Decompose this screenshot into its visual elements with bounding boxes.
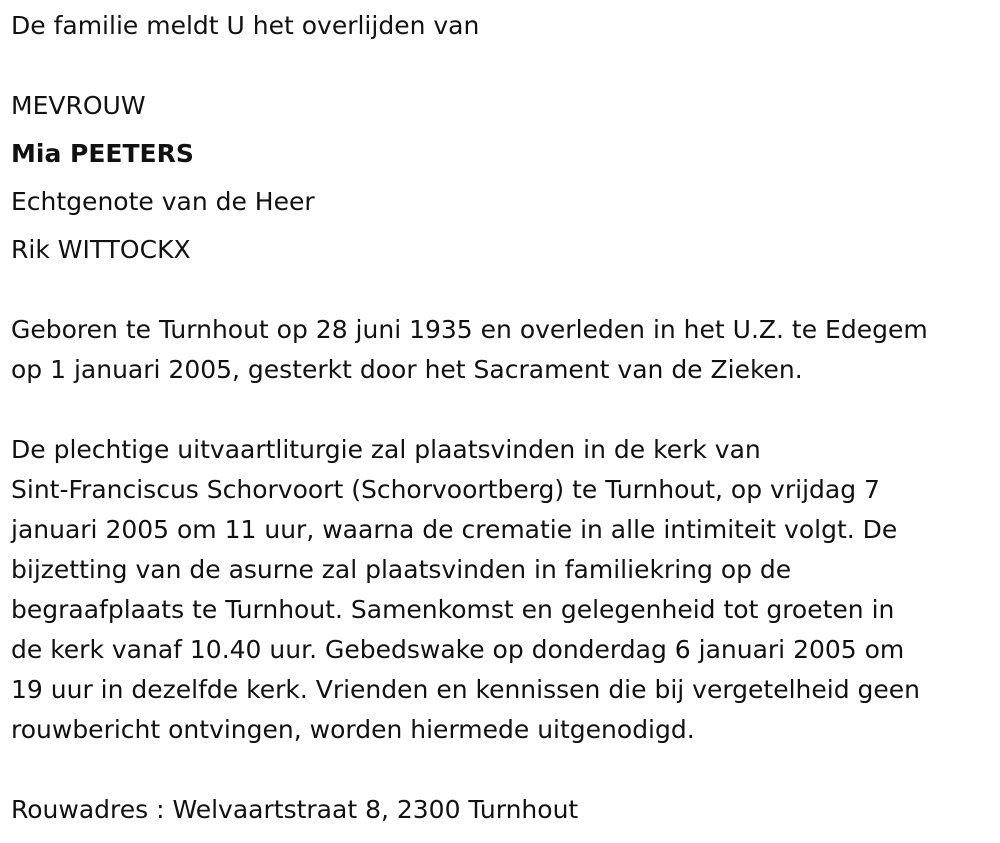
paragraph-line: 19 uur in dezelfde kerk. Vrienden en kennissen die bij vergetelheid geen — [11, 675, 921, 704]
spouse-name: Rik WITTOCKX — [11, 235, 191, 264]
mourning-address: Rouwadres : Welvaartstraat 8, 2300 Turnhout — [11, 795, 579, 824]
ceremony-paragraph — [11, 430, 986, 750]
paragraph-line: Geboren te Turnhout op 28 juni 1935 en overleden in het U.Z. te Edegem — [11, 315, 928, 344]
paragraph-line: januari 2005 om 11 uur, waarna de crematie in alle intimiteit volgt. De — [11, 515, 898, 544]
paragraph-line: De plechtige uitvaartliturgie zal plaatsvinden in de kerk van — [11, 435, 761, 464]
paragraph-line: begraafplaats te Turnhout. Samenkomst en gelegenheid tot groeten in — [11, 595, 895, 624]
intro-text: De familie meldt U het overlijden van — [11, 11, 480, 40]
paragraph-line: op 1 januari 2005, gesterkt door het Sacrament van de Zieken. — [11, 355, 803, 384]
deceased-name: Mia PEETERS — [11, 139, 194, 168]
honorific: MEVROUW — [11, 91, 146, 120]
paragraph-line: rouwbericht ontvingen, worden hiermede uitgenodigd. — [11, 715, 695, 744]
paragraph-line: de kerk vanaf 10.40 uur. Gebedswake op donderdag 6 januari 2005 om — [11, 635, 905, 664]
paragraph-line: Sint-Franciscus Schorvoort (Schorvoortberg) te Turnhout, op vrijdag 7 — [11, 475, 880, 504]
paragraph-line: bijzetting van de asurne zal plaatsvinden in familiekring op de — [11, 555, 792, 584]
birth-death-paragraph — [11, 310, 986, 390]
spouse-label: Echtgenote van de Heer — [11, 187, 315, 216]
